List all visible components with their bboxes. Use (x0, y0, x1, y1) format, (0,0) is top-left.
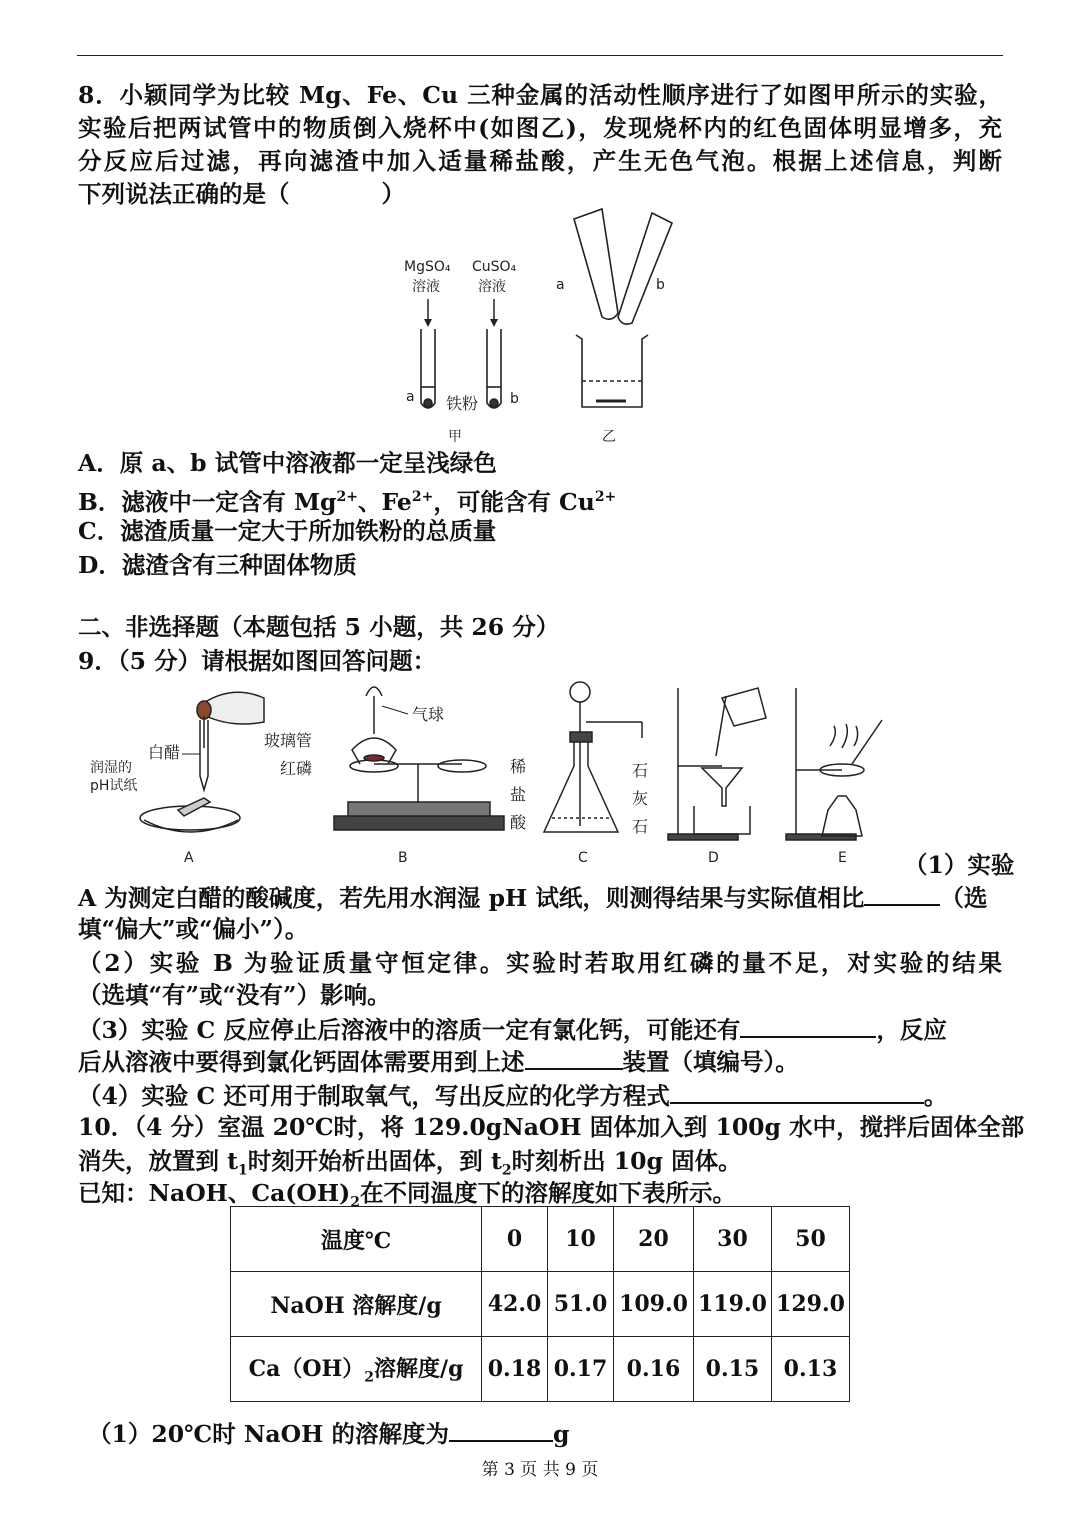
iron-powder-label: 铁粉 (446, 394, 479, 413)
q8-option-d: D．滤渣含有三种固体物质 (78, 551, 357, 579)
q8-option-a: A．原 a、b 试管中溶液都一定呈浅绿色 (78, 449, 497, 477)
table-row (231, 1337, 850, 1402)
table-header-cell: 20 (613, 1207, 693, 1272)
wet-label: 润湿的 (90, 760, 132, 776)
table-header-cell: 0 (482, 1207, 548, 1272)
table-cell: 0.17 (548, 1337, 614, 1402)
apparatus-e (786, 688, 882, 840)
label-a: A (184, 850, 194, 866)
q9-p2-line2: （选填“有”或“没有”）影响。 (78, 981, 391, 1009)
q10-l2-text-1: 消失，放置到 t (78, 1147, 239, 1175)
beaker (576, 335, 648, 407)
q8-line4 (78, 179, 405, 209)
optB-text-1: B．滤液中一定含有 Mg (78, 487, 337, 516)
dilute-label-1: 稀 (510, 757, 527, 776)
q8-line2: 实验后把两试管中的物质倒入烧杯中(如图乙)，发现烧杯内的红色固体明显增多，充 (78, 114, 1002, 142)
q9-p3-text: （3）实验 C 反应停止后溶液中的溶质一定有氯化钙，可能还有 (78, 1016, 741, 1044)
q8-stem-end: 下列说法正确的是（ (78, 180, 290, 208)
tube-b-tilted (618, 213, 672, 324)
q10-p1-unit: g (552, 1420, 570, 1448)
q9-p1-text-2: （选 (940, 884, 988, 912)
red-phosphorus-label: 红磷 (280, 759, 313, 778)
mgso4-label: MgSO₄ (404, 259, 451, 275)
q8-option-b (78, 482, 616, 517)
dilute-label-2: 盐 (510, 785, 527, 804)
table-cell: 0.16 (613, 1337, 693, 1402)
q9-p4-text-2: 。 (923, 1082, 948, 1110)
q9-p1-start: （1）实验 (904, 851, 1015, 879)
q9-p3-text-3: 后从溶液中要得到氯化钙固体需要用到上述 (78, 1048, 525, 1076)
optB-sup-3: 2+ (594, 489, 617, 505)
q8-option-c: C．滤渣质量一定大于所加铁粉的总质量 (78, 517, 497, 545)
test-tube-b (487, 329, 501, 408)
row-label-naoh: NaOH 溶解度/g (231, 1272, 482, 1337)
arrow-down-icon (424, 299, 498, 327)
yi-tube-b-label: b (656, 277, 665, 293)
answer-blank (670, 1080, 924, 1104)
q10-l2-text-2: 时刻开始析出固体，到 t (247, 1147, 502, 1175)
table-cell: 0.18 (482, 1337, 548, 1402)
q9-p1-line3: 填“偏大”或“偏小”）。 (78, 915, 309, 943)
tube-a-tilted (574, 209, 618, 319)
table-cell: 0.13 (771, 1337, 849, 1402)
table-header-cell: 50 (771, 1207, 849, 1272)
q9-p1-text: A 为测定白醋的酸碱度，若先用水润湿 pH 试纸，则测得结果与实际值相比 (78, 884, 865, 912)
table-header-cell: 10 (548, 1207, 614, 1272)
q8-line3: 分反应后过滤，再向滤渣中加入适量稀盐酸，产生无色气泡。根据上述信息，判断 (78, 147, 1002, 175)
table-header-cell: 温度℃ (231, 1207, 482, 1272)
test-tube-a (421, 329, 435, 408)
ph-paper-label: pH试纸 (90, 778, 138, 794)
cuso4-solution-label: 溶液 (478, 279, 506, 295)
mgso4-solution-label: 溶液 (412, 279, 440, 295)
tube-a-label: a (406, 389, 415, 405)
table-header-cell: 30 (693, 1207, 771, 1272)
q9-p1-line2 (78, 882, 987, 913)
q10-l2-text-3: 时刻析出 10g 固体。 (511, 1147, 742, 1175)
q10-p1 (88, 1418, 569, 1449)
answer-blank (449, 1418, 553, 1442)
q8-figure (390, 205, 690, 450)
q9-figure (82, 676, 902, 872)
table-cell: 109.0 (613, 1272, 693, 1337)
dilute-label-3: 酸 (510, 813, 527, 832)
label-e: E (838, 850, 847, 866)
limestone-label-1: 石 (632, 761, 649, 780)
label-c: C (578, 850, 588, 866)
optB-text-3: ，可能含有 Cu (433, 487, 595, 516)
table-cell: 42.0 (482, 1272, 548, 1337)
limestone-label-3: 石 (632, 817, 649, 836)
q9-p3-line1 (78, 1014, 947, 1045)
glass-tube-label: 玻璃管 (264, 731, 313, 750)
label-b: B (398, 850, 408, 866)
q9-p3-text-4: 装置（填编号）。 (622, 1048, 799, 1076)
table-header-row (231, 1207, 850, 1272)
tube-b-label: b (510, 391, 519, 407)
q10-line1: 10．（4 分）室温 20℃时，将 129.0gNaOH 固体加入到 100g 水中，搅拌后固体全部 (78, 1113, 1025, 1141)
row-label-caoh2 (231, 1337, 482, 1402)
fig-yi-label: 乙 (602, 429, 616, 445)
table-cell: 0.15 (693, 1337, 771, 1402)
table-cell: 51.0 (548, 1272, 614, 1337)
answer-blank (525, 1046, 623, 1070)
section2-heading: 二、非选择题（本题包括 5 小题，共 26 分） (78, 613, 560, 641)
baicu-label: 白醋 (148, 743, 181, 762)
q10-l3-text-1: 已知：NaOH、Ca(OH) (78, 1179, 351, 1207)
answer-blank (740, 1014, 876, 1038)
q9-p2-line1: （2）实验 B 为验证质量守恒定律。实验时若取用红磷的量不足，对实验的结果 (78, 949, 1002, 977)
apparatus-a (140, 692, 264, 832)
apparatus-d (668, 688, 766, 840)
q9-p3-text-2: ，反应 (876, 1016, 947, 1044)
q9-heading: 9．（5 分）请根据如图回答问题： (78, 647, 437, 675)
caoh-label-a: Ca（OH） (248, 1356, 365, 1383)
answer-blank (864, 882, 940, 906)
q8-paren-close: ） (381, 180, 405, 208)
top-rule (77, 55, 1003, 56)
label-d: D (708, 850, 719, 866)
caoh-label-b: 溶解度/g (374, 1356, 464, 1383)
q10-l3-text-2: 在不同温度下的溶解度如下表所示。 (359, 1179, 736, 1207)
page-footer: 第 3 页 共 9 页 (481, 1460, 599, 1480)
q8-line1: 8．小颖同学为比较 Mg、Fe、Cu 三种金属的活动性顺序进行了如图甲所示的实验， (78, 81, 1002, 109)
limestone-label-2: 灰 (632, 789, 649, 808)
cuso4-label: CuSO₄ (472, 259, 517, 275)
optB-sup-2: 2+ (411, 489, 434, 505)
yi-tube-a-label: a (556, 277, 565, 293)
apparatus-c (544, 682, 642, 832)
q9-p3-line2 (78, 1046, 799, 1077)
table-cell: 129.0 (771, 1272, 849, 1337)
optB-text-2: 、Fe (357, 487, 412, 516)
q10-sub-2: 2 (501, 1162, 512, 1179)
q9-p4-text: （4）实验 C 还可用于制取氧气，写出反应的化学方程式 (78, 1082, 670, 1110)
q9-p4 (78, 1080, 947, 1111)
table-cell: 119.0 (693, 1272, 771, 1337)
balloon-label: 气球 (412, 705, 445, 724)
q10-sub-1: 1 (238, 1162, 248, 1179)
optB-sup-1: 2+ (336, 489, 358, 505)
fig-jia-label: 甲 (448, 429, 462, 445)
solubility-table (230, 1206, 850, 1402)
table-row (231, 1272, 850, 1337)
q10-l3-sub: 2 (350, 1194, 360, 1211)
q10-p1-text: （1）20℃时 NaOH 的溶解度为 (88, 1420, 449, 1448)
caoh-label-sub: 2 (364, 1369, 375, 1386)
